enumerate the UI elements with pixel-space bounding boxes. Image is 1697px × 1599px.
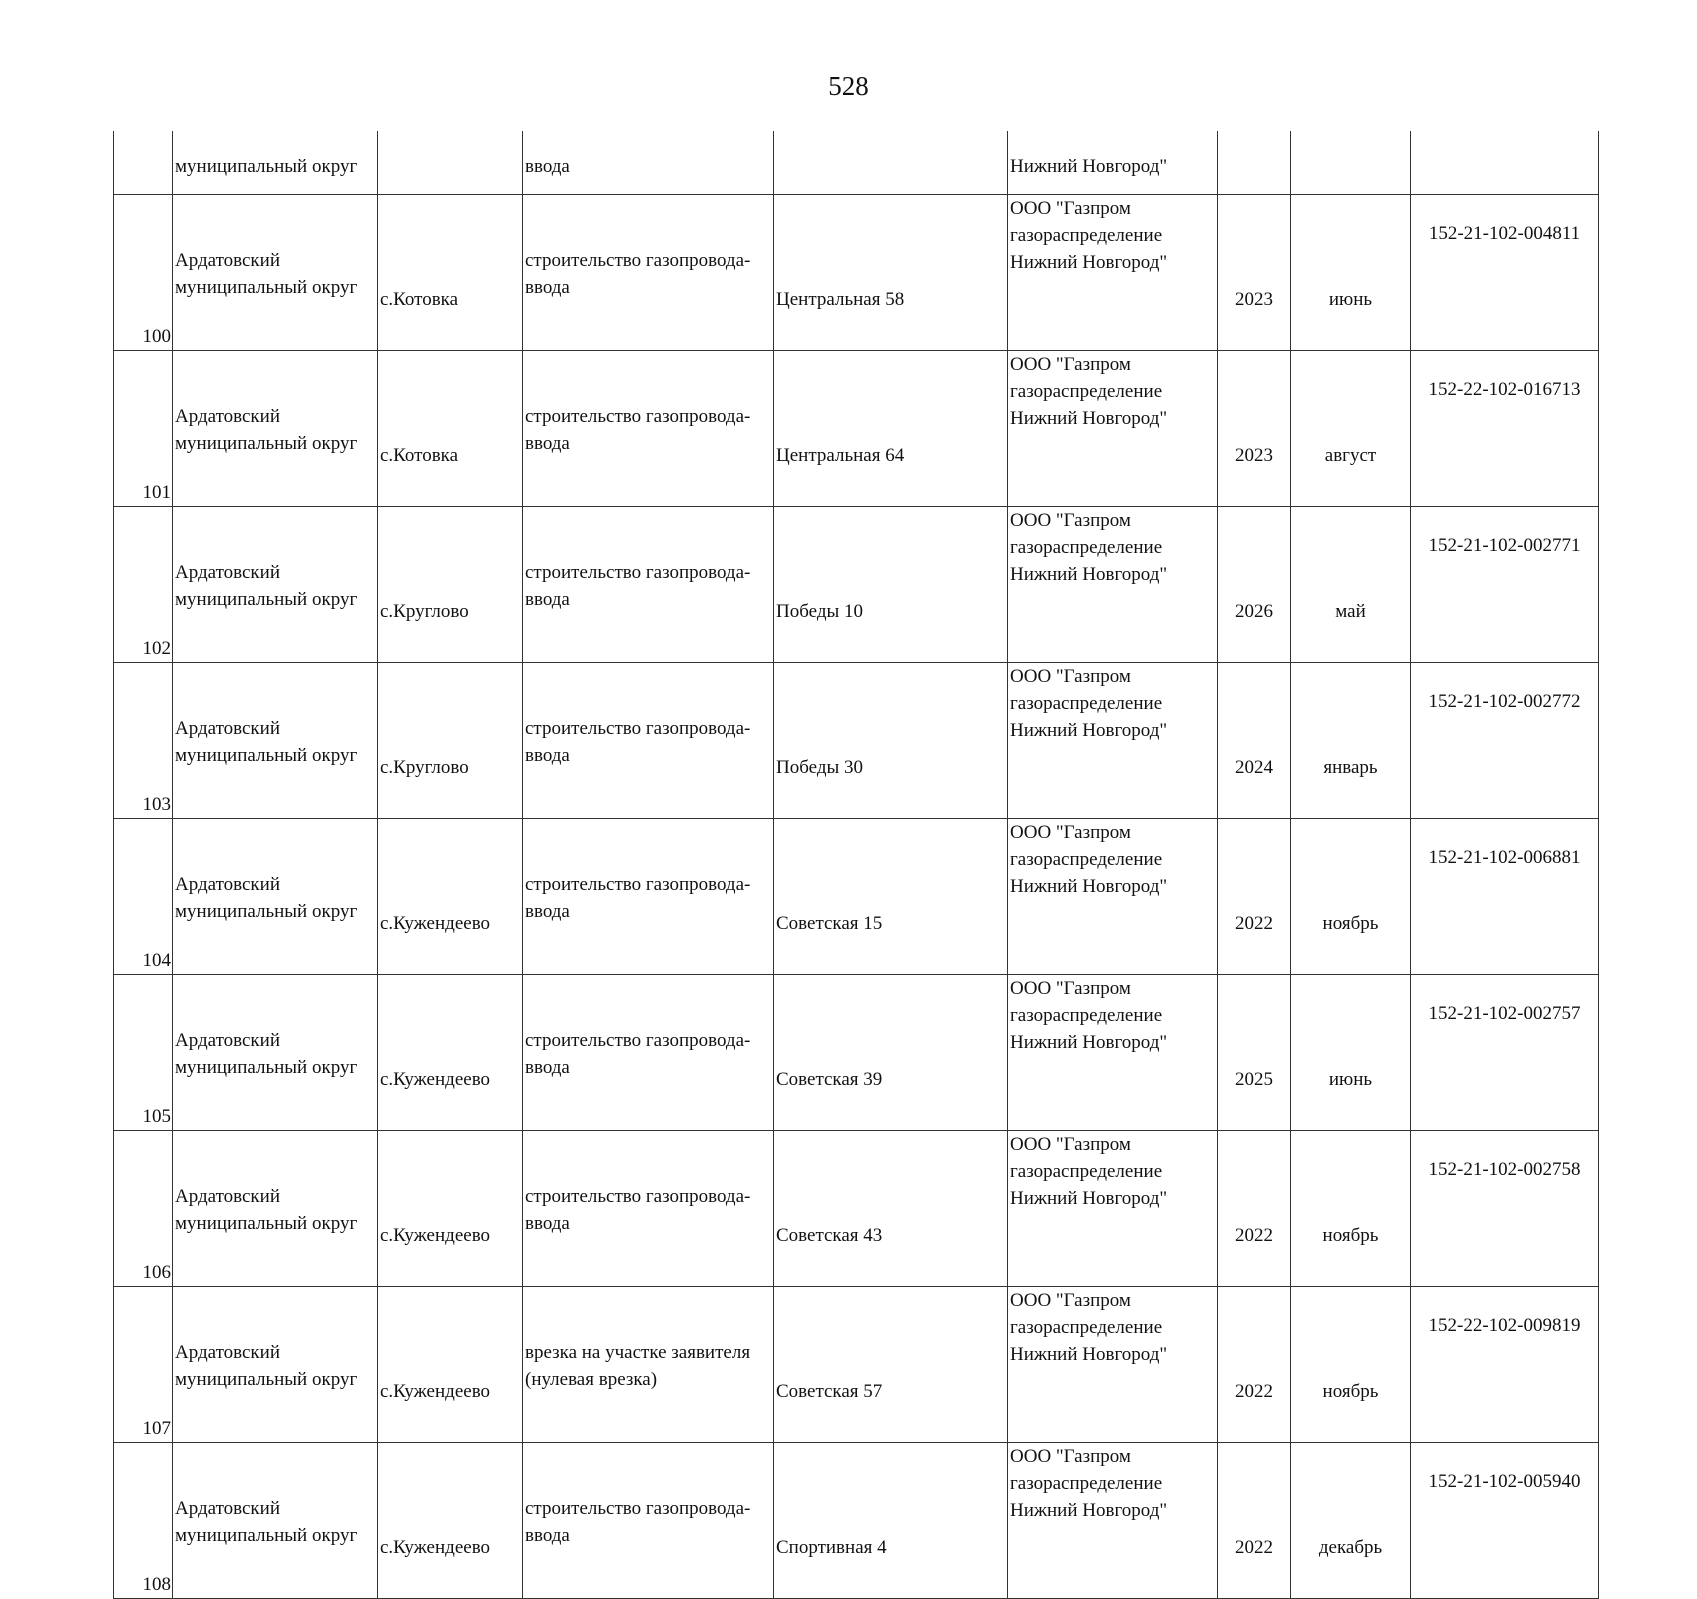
- cell-num: [114, 131, 173, 195]
- org-line-1: ООО "Газпром: [1010, 510, 1131, 531]
- cell-address: Победы 30: [774, 663, 1008, 819]
- gasification-table: [113, 131, 1599, 1599]
- cell-org: [1008, 1443, 1218, 1599]
- cell-village: с.Кужендеево: [378, 1443, 523, 1599]
- cell-month: июнь: [1291, 975, 1411, 1131]
- district-type: муниципальный округ: [175, 433, 358, 454]
- work-line-1: строительство газопровода-: [525, 562, 751, 583]
- cell-address: Центральная 58: [774, 195, 1008, 351]
- org-line-3: Нижний Новгород": [1010, 1344, 1168, 1365]
- org-line-1: ООО "Газпром: [1010, 822, 1131, 843]
- cell-org: [1008, 195, 1218, 351]
- cell-district: [173, 1287, 378, 1443]
- table-row: [114, 819, 1599, 975]
- org-line-3: Нижний Новгород": [1010, 252, 1168, 273]
- cell-district: [173, 975, 378, 1131]
- district-name: Ардатовский: [175, 406, 280, 427]
- cell-district: [173, 819, 378, 975]
- cell-org: Нижний Новгород": [1008, 131, 1218, 195]
- work-line-1: строительство газопровода-: [525, 250, 751, 271]
- cell-village: с.Круглово: [378, 663, 523, 819]
- cell-work: [523, 663, 774, 819]
- org-line-2: газораспределение: [1010, 849, 1163, 870]
- work-line-1: строительство газопровода-: [525, 1498, 751, 1519]
- work-line-2: ввода: [525, 1057, 570, 1078]
- work-line-1: врезка на участке заявителя: [525, 1342, 751, 1363]
- org-line-2: газораспределение: [1010, 693, 1163, 714]
- org-line-2: газораспределение: [1010, 537, 1163, 558]
- table-row: [114, 507, 1599, 663]
- work-line-2: (нулевая врезка): [525, 1369, 658, 1390]
- org-line-2: газораспределение: [1010, 1317, 1163, 1338]
- cell-year: 2025: [1218, 975, 1291, 1131]
- cell-work: [523, 507, 774, 663]
- org-line-3: Нижний Новгород": [1010, 1032, 1168, 1053]
- cell-year: 2023: [1218, 195, 1291, 351]
- cell-num: 107: [114, 1287, 173, 1443]
- table-row: [114, 195, 1599, 351]
- cell-year: 2024: [1218, 663, 1291, 819]
- cell-month: ноябрь: [1291, 1131, 1411, 1287]
- work-line-2: ввода: [525, 277, 570, 298]
- district-name: Ардатовский: [175, 250, 280, 271]
- cell-address: Советская 57: [774, 1287, 1008, 1443]
- cell-village: [378, 131, 523, 195]
- work-line-1: строительство газопровода-: [525, 1186, 751, 1207]
- work-line-2: ввода: [525, 433, 570, 454]
- cell-num: 106: [114, 1131, 173, 1287]
- cell-code: 152-21-102-002757: [1411, 975, 1599, 1131]
- cell-year: 2022: [1218, 1131, 1291, 1287]
- cell-code: 152-22-102-009819: [1411, 1287, 1599, 1443]
- cell-village: с.Кужендеево: [378, 1131, 523, 1287]
- table-row: [114, 1131, 1599, 1287]
- cell-year: [1218, 131, 1291, 195]
- org-line-3: Нижний Новгород": [1010, 1500, 1168, 1521]
- org-line-1: ООО "Газпром: [1010, 1134, 1131, 1155]
- cell-district: [173, 1131, 378, 1287]
- org-line-3: Нижний Новгород": [1010, 876, 1168, 897]
- org-line-1: ООО "Газпром: [1010, 978, 1131, 999]
- org-line-3: Нижний Новгород": [1010, 408, 1168, 429]
- cell-work: ввода: [523, 131, 774, 195]
- page-number: 528: [828, 71, 869, 101]
- cell-address: Спортивная 4: [774, 1443, 1008, 1599]
- cell-num: 104: [114, 819, 173, 975]
- work-line-2: ввода: [525, 745, 570, 766]
- cell-num: 105: [114, 975, 173, 1131]
- district-type: муниципальный округ: [175, 901, 358, 922]
- district-type: муниципальный округ: [175, 1369, 358, 1390]
- cell-month: июнь: [1291, 195, 1411, 351]
- cell-code: 152-22-102-016713: [1411, 351, 1599, 507]
- cell-code: 152-21-102-004811: [1411, 195, 1599, 351]
- district-name: Ардатовский: [175, 1030, 280, 1051]
- cell-address: Победы 10: [774, 507, 1008, 663]
- org-line-2: газораспределение: [1010, 225, 1163, 246]
- cell-work: [523, 1443, 774, 1599]
- org-line-2: газораспределение: [1010, 1473, 1163, 1494]
- cell-org: [1008, 663, 1218, 819]
- district-name: Ардатовский: [175, 874, 280, 895]
- cell-num: 103: [114, 663, 173, 819]
- cell-address: Советская 39: [774, 975, 1008, 1131]
- org-line-3: Нижний Новгород": [1010, 564, 1168, 585]
- cell-org: [1008, 819, 1218, 975]
- work-line-2: ввода: [525, 1525, 570, 1546]
- cell-district: [173, 351, 378, 507]
- work-line-2: ввода: [525, 1213, 570, 1234]
- cell-work: [523, 351, 774, 507]
- cell-org: [1008, 351, 1218, 507]
- cell-district: [173, 1443, 378, 1599]
- cell-district: [173, 507, 378, 663]
- cell-work: [523, 975, 774, 1131]
- cell-month: декабрь: [1291, 1443, 1411, 1599]
- cell-district: муниципальный округ: [173, 131, 378, 195]
- cell-num: 108: [114, 1443, 173, 1599]
- cell-code: 152-21-102-006881: [1411, 819, 1599, 975]
- district-type: муниципальный округ: [175, 277, 358, 298]
- cell-village: с.Кужендеево: [378, 975, 523, 1131]
- cell-month: ноябрь: [1291, 819, 1411, 975]
- district-name: Ардатовский: [175, 1498, 280, 1519]
- org-line-1: ООО "Газпром: [1010, 354, 1131, 375]
- org-line-1: ООО "Газпром: [1010, 1290, 1131, 1311]
- cell-code: [1411, 131, 1599, 195]
- cell-address: Советская 15: [774, 819, 1008, 975]
- cell-year: 2023: [1218, 351, 1291, 507]
- org-line-1: ООО "Газпром: [1010, 198, 1131, 219]
- table-row: [114, 975, 1599, 1131]
- cell-month: август: [1291, 351, 1411, 507]
- org-line-2: газораспределение: [1010, 1005, 1163, 1026]
- org-line-3: Нижний Новгород": [1010, 720, 1168, 741]
- cell-year: 2022: [1218, 819, 1291, 975]
- cell-org: [1008, 1131, 1218, 1287]
- table-row: [114, 351, 1599, 507]
- cell-work: [523, 1287, 774, 1443]
- district-type: муниципальный округ: [175, 1525, 358, 1546]
- cell-village: с.Котовка: [378, 351, 523, 507]
- table-row-continuation: [114, 131, 1599, 195]
- org-line-1: ООО "Газпром: [1010, 1446, 1131, 1467]
- work-line-1: строительство газопровода-: [525, 1030, 751, 1051]
- cell-org: [1008, 1287, 1218, 1443]
- cell-org: [1008, 975, 1218, 1131]
- org-line-1: ООО "Газпром: [1010, 666, 1131, 687]
- cell-code: 152-21-102-002771: [1411, 507, 1599, 663]
- district-name: Ардатовский: [175, 562, 280, 583]
- cell-code: 152-21-102-002772: [1411, 663, 1599, 819]
- cell-code: 152-21-102-005940: [1411, 1443, 1599, 1599]
- cell-address: Центральная 64: [774, 351, 1008, 507]
- district-name: Ардатовский: [175, 1186, 280, 1207]
- table-row: [114, 663, 1599, 819]
- district-name: Ардатовский: [175, 718, 280, 739]
- cell-month: ноябрь: [1291, 1287, 1411, 1443]
- cell-village: с.Круглово: [378, 507, 523, 663]
- district-name: Ардатовский: [175, 1342, 280, 1363]
- work-line-2: ввода: [525, 589, 570, 610]
- org-line-2: газораспределение: [1010, 1161, 1163, 1182]
- cell-month: январь: [1291, 663, 1411, 819]
- cell-address: [774, 131, 1008, 195]
- district-type: муниципальный округ: [175, 1057, 358, 1078]
- district-type: муниципальный округ: [175, 1213, 358, 1234]
- work-line-1: строительство газопровода-: [525, 874, 751, 895]
- cell-work: [523, 195, 774, 351]
- table-row: [114, 1443, 1599, 1599]
- work-line-1: строительство газопровода-: [525, 406, 751, 427]
- cell-year: 2022: [1218, 1287, 1291, 1443]
- cell-num: 102: [114, 507, 173, 663]
- district-type: муниципальный округ: [175, 589, 358, 610]
- cell-village: с.Кужендеево: [378, 819, 523, 975]
- cell-village: с.Котовка: [378, 195, 523, 351]
- cell-work: [523, 819, 774, 975]
- org-line-2: газораспределение: [1010, 381, 1163, 402]
- cell-year: 2026: [1218, 507, 1291, 663]
- cell-district: [173, 195, 378, 351]
- cell-month: [1291, 131, 1411, 195]
- cell-month: май: [1291, 507, 1411, 663]
- cell-work: [523, 1131, 774, 1287]
- district-type: муниципальный округ: [175, 745, 358, 766]
- cell-code: 152-21-102-002758: [1411, 1131, 1599, 1287]
- cell-num: 101: [114, 351, 173, 507]
- work-line-2: ввода: [525, 901, 570, 922]
- cell-district: [173, 663, 378, 819]
- cell-village: с.Кужендеево: [378, 1287, 523, 1443]
- table-row: [114, 1287, 1599, 1443]
- cell-year: 2022: [1218, 1443, 1291, 1599]
- table-body: [114, 131, 1599, 1599]
- org-line-3: Нижний Новгород": [1010, 1188, 1168, 1209]
- work-line-1: строительство газопровода-: [525, 718, 751, 739]
- cell-org: [1008, 507, 1218, 663]
- cell-num: 100: [114, 195, 173, 351]
- cell-address: Советская 43: [774, 1131, 1008, 1287]
